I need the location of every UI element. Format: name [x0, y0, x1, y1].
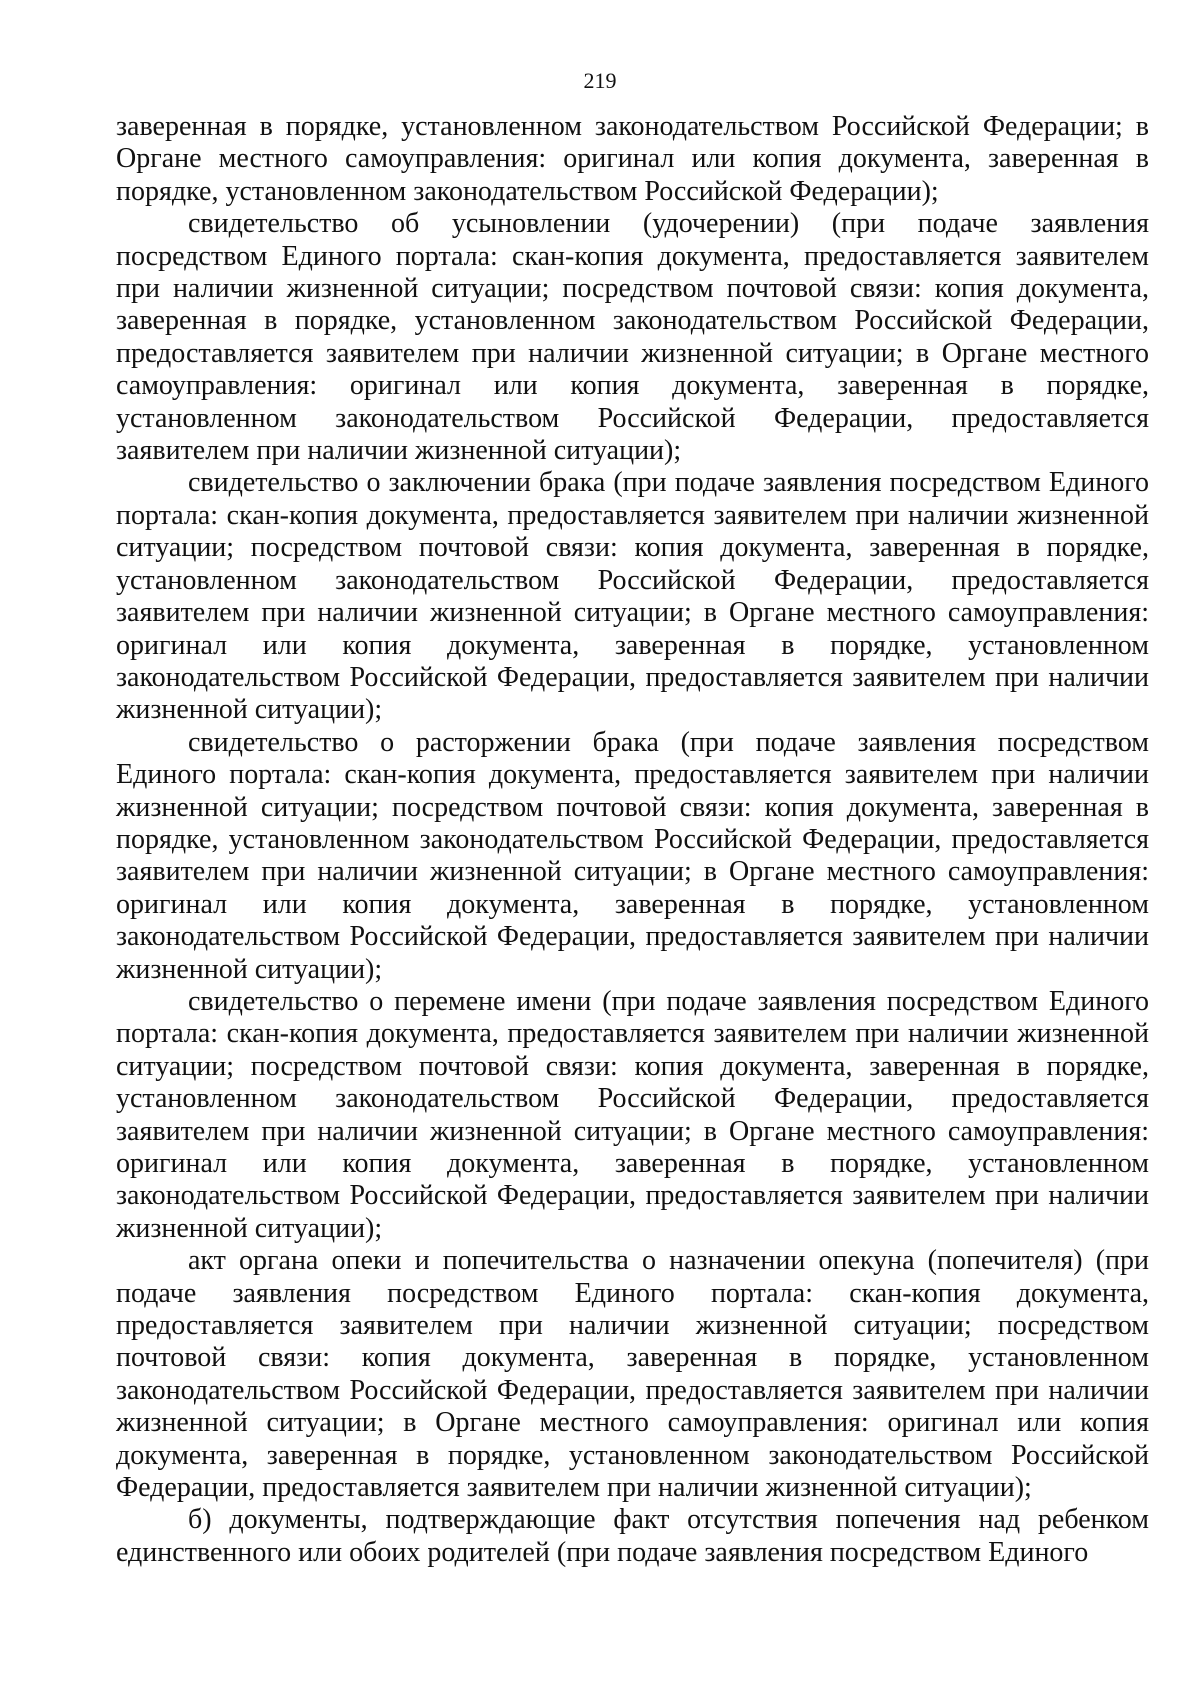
- paragraph-item-b: б) документы, подтверждающие факт отсутствия попечения над ребенком единственного или обоих родителей (при подаче заявления посредством Единого: [116, 1504, 1149, 1568]
- document-body: [116, 111, 1149, 1569]
- paragraph-name-change-certificate: свидетельство о перемене имени (при подаче заявления посредством Единого портала: скан-копия документа, предоставляется заявителем при наличии жизненной ситуации; посредством почтовой связи: копия документа, заверенная в порядке, установленном законодательством Российской Федерации, предоставляется заявителем при наличии жизненной ситуации; в Органе местного самоуправления: оригинал или копия документа, заверенная в порядке, установленном законодательством Российской Федерации, предоставляется заявителем при наличии жизненной ситуации);: [116, 985, 1149, 1244]
- paragraph-continuation: заверенная в порядке, установленном законодательством Российской Федерации; в Органе местного самоуправления: оригинал или копия документа, заверенная в порядке, установленном законодательством Российской Федерации);: [116, 111, 1149, 207]
- paragraph-adoption-certificate: свидетельство об усыновлении (удочерении) (при подаче заявления посредством Единого портала: скан-копия документа, предоставляется заявителем при наличии жизненной ситуации; посредством почтовой связи: копия документа, заверенная в порядке, установленном законодательством Российской Федерации, предоставляется заявителем при наличии жизненной ситуации; в Органе местного самоуправления: оригинал или копия документа, заверенная в порядке, установленном законодательством Российской Федерации, предоставляется заявителем при наличии жизненной ситуации);: [116, 208, 1149, 467]
- paragraph-divorce-certificate: свидетельство о расторжении брака (при подаче заявления посредством Единого портала: скан-копия документа, предоставляется заявителем при наличии жизненной ситуации; посредством почтовой связи: копия документа, заверенная в порядке, установленном законодательством Российской Федерации, предоставляется заявителем при наличии жизненной ситуации; в Органе местного самоуправления: оригинал или копия документа, заверенная в порядке, установленном законодательством Российской Федерации, предоставляется заявителем при наличии жизненной ситуации);: [116, 726, 1149, 985]
- page-number: 219: [583, 68, 617, 93]
- paragraph-marriage-certificate: свидетельство о заключении брака (при подаче заявления посредством Единого портала: скан-копия документа, предоставляется заявителем при наличии жизненной ситуации; посредством почтовой связи: копия документа, заверенная в порядке, установленном законодательством Российской Федерации, предоставляется заявителем при наличии жизненной ситуации; в Органе местного самоуправления: оригинал или копия документа, заверенная в порядке, установленном законодательством Российской Федерации, предоставляется заявителем при наличии жизненной ситуации);: [116, 467, 1149, 726]
- paragraph-guardianship-act: акт органа опеки и попечительства о назначении опекуна (попечителя) (при подаче заявления посредством Единого портала: скан-копия документа, предоставляется заявителем при наличии жизненной ситуации; посредством почтовой связи: копия документа, заверенная в порядке, установленном законодательством Российской Федерации, предоставляется заявителем при наличии жизненной ситуации; в Органе местного самоуправления: оригинал или копия документа, заверенная в порядке, установленном законодательством Российской Федерации, предоставляется заявителем при наличии жизненной ситуации);: [116, 1245, 1149, 1504]
